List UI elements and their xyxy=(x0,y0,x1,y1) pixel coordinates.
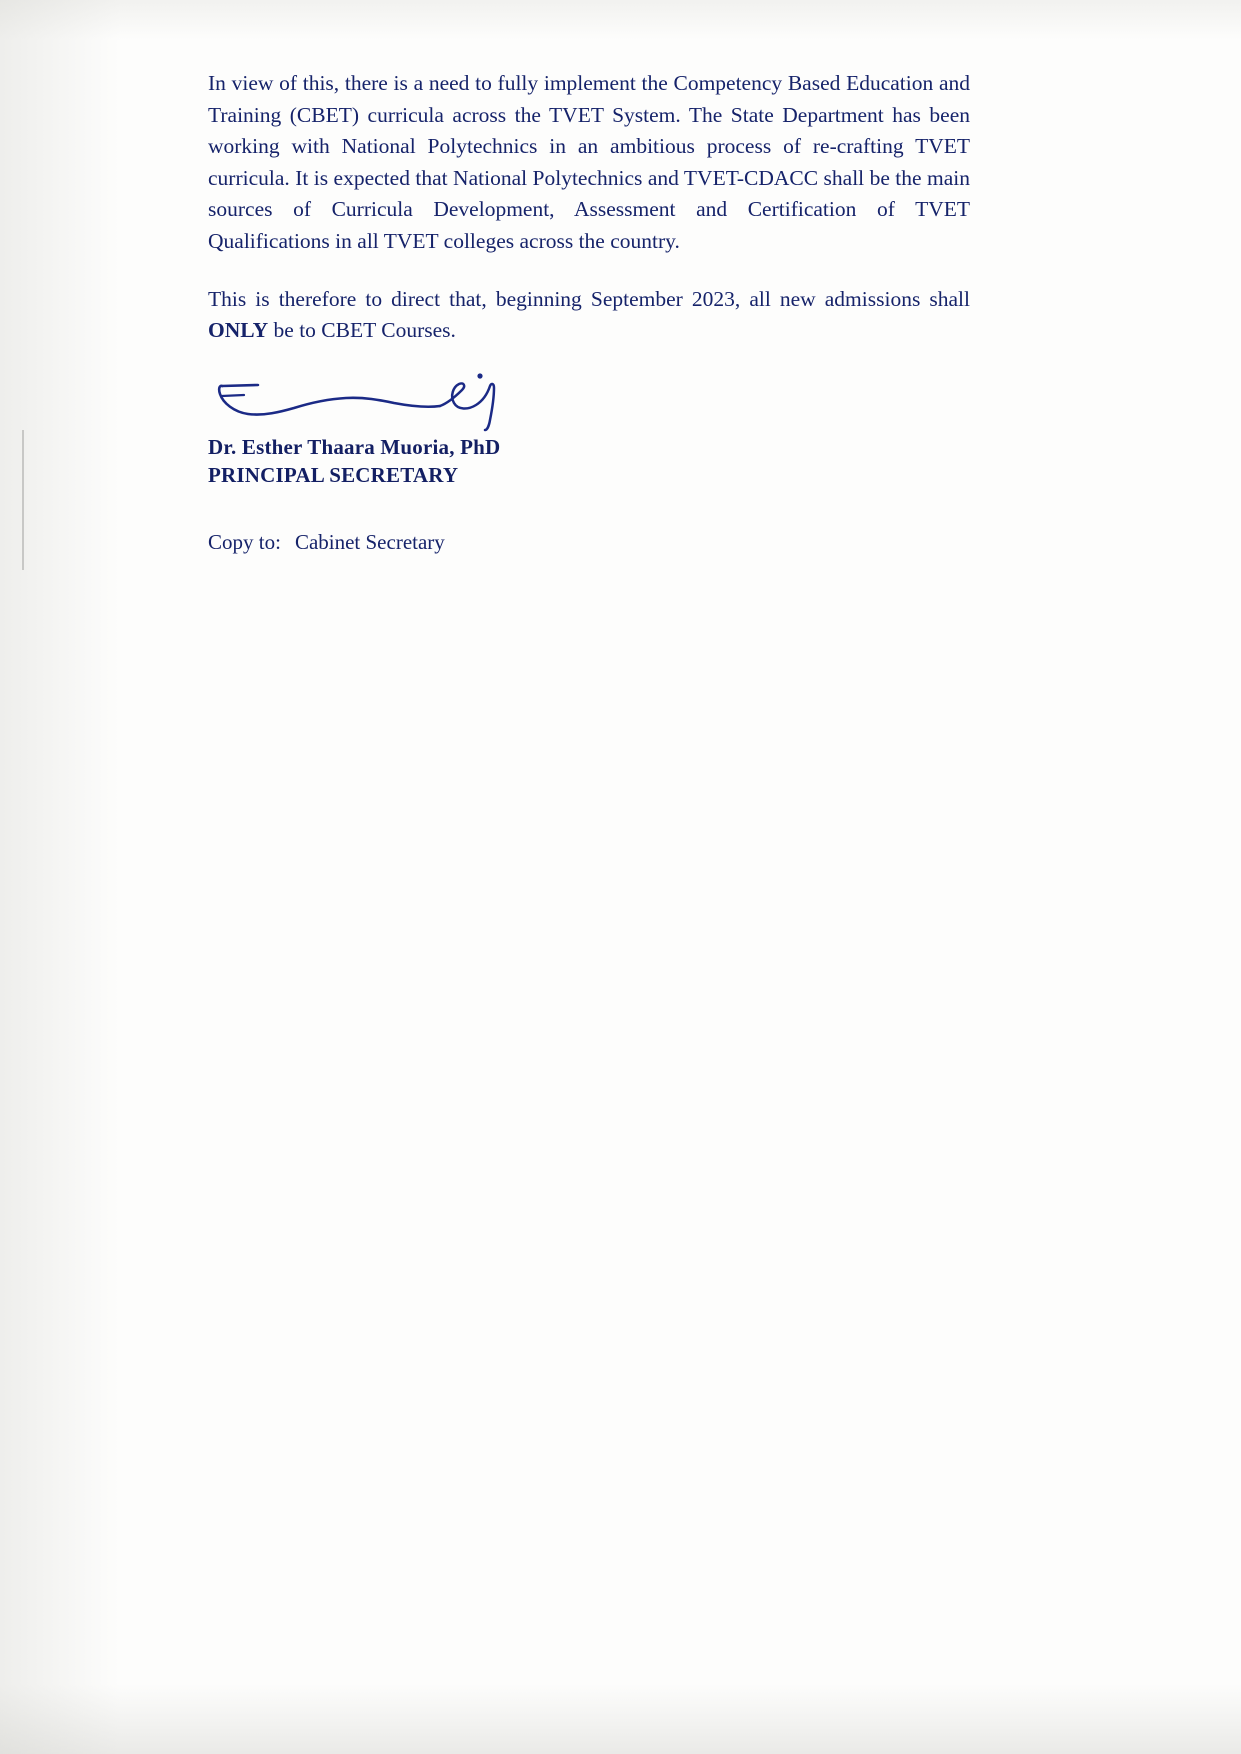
signature-block xyxy=(208,372,708,489)
handwritten-signature-icon xyxy=(214,372,708,434)
copy-to-line xyxy=(208,530,445,555)
letter-body xyxy=(208,68,970,347)
paragraph-directive xyxy=(208,284,970,347)
paragraph-implementation: In view of this, there is a need to fully implement the Competency Based Education and Training (CBET) curricula across the TVET System. The State Department has been working with National Polytechnics in an ambitious process of re-crafting TVET curricula. It is expected that National Polytechnics and TVET-CDACC shall be the main sources of Curricula Development, Assessment and Certification of TVET Qualifications in all TVET colleges across the country. xyxy=(208,71,970,253)
scan-shadow-left xyxy=(0,0,120,1754)
scan-shadow-top xyxy=(0,0,1241,40)
page-fold-mark xyxy=(22,430,24,570)
scan-shadow-bottom xyxy=(0,1684,1241,1754)
signer-name: Dr. Esther Thaara Muoria, PhD xyxy=(208,435,501,459)
signer-title: PRINCIPAL SECRETARY xyxy=(208,462,459,487)
copy-to-label: Copy to: xyxy=(208,530,281,554)
directive-emphasis: ONLY xyxy=(208,318,269,343)
directive-lead: This is therefore to direct that, beginning September 2023, all new admissions shall xyxy=(208,286,970,311)
copy-to-recipient: Cabinet Secretary xyxy=(294,530,445,554)
directive-tail: be to CBET Courses. xyxy=(268,318,456,343)
